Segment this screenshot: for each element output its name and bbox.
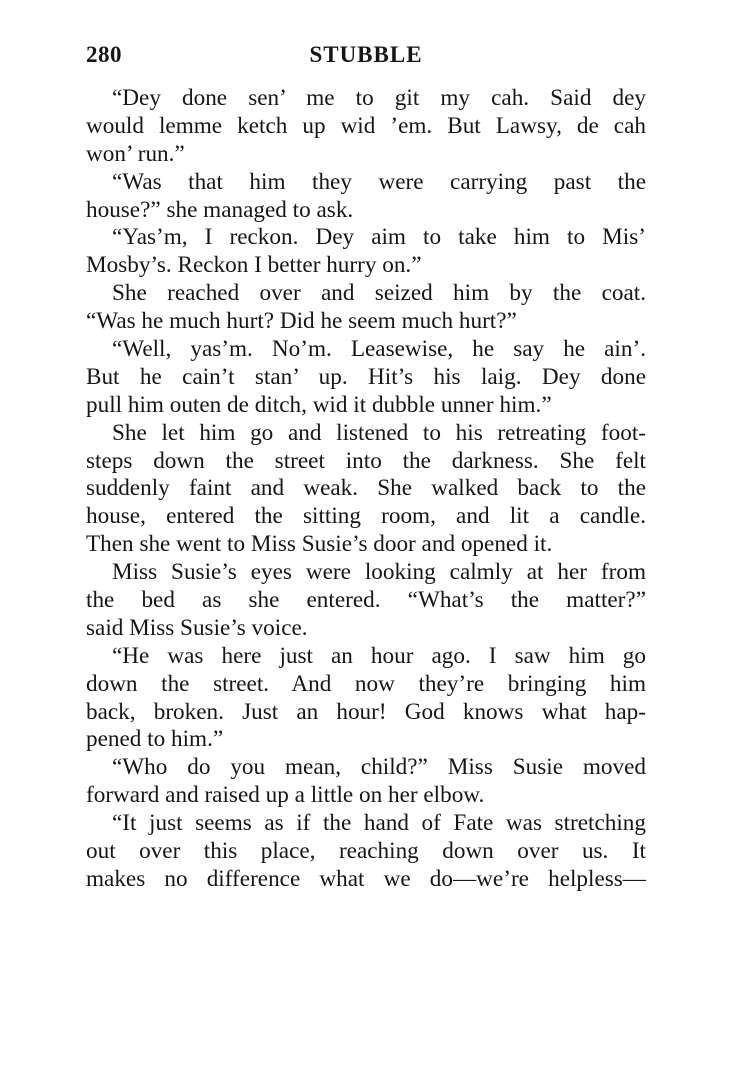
text-line: Then she went to Miss Susie’s door and opened it. (86, 531, 553, 558)
text-line: “Yas’m, I reckon. Dey aim to take him to Mis’ (112, 224, 646, 251)
text-line: forward and raised up a little on her elbow. (86, 782, 485, 809)
text-line: makes no difference what we do—we’re helpless— (86, 865, 646, 892)
text-line: “Well, yas’m. No’m. Leasewise, he say he ain’. (112, 336, 646, 363)
text-line: pull him outen de ditch, wid it dubble unner him.” (86, 391, 552, 418)
text-line: house?” she managed to ask. (86, 196, 354, 223)
text-line: “It just seems as if the hand of Fate was stretching (112, 810, 646, 837)
text-line: said Miss Susie’s voice. (86, 614, 308, 641)
text-line: Miss Susie’s eyes were looking calmly at her from (112, 559, 646, 586)
text-line: won’ run.” (86, 140, 185, 167)
page-number: 280 (86, 42, 122, 67)
running-title: STUBBLE (309, 42, 423, 67)
text-line: back, broken. Just an hour! God knows what hap- (86, 698, 646, 725)
text-line: pened to him.” (86, 726, 224, 753)
text-line: “Was that him they were carrying past the (112, 168, 646, 195)
text-line: “Who do you mean, child?” Miss Susie moved (112, 754, 646, 781)
text-line: She reached over and seized him by the coat. (112, 280, 646, 307)
page-header (86, 42, 646, 74)
body-text (86, 85, 646, 894)
text-line: suddenly faint and weak. She walked back to the (86, 475, 646, 502)
text-line: “Dey done sen’ me to git my cah. Said dey (112, 85, 646, 111)
text-line: house, entered the sitting room, and lit a candle. (86, 503, 646, 530)
text-line: down the street. And now they’re bringing him (86, 670, 646, 697)
text-line: But he cain’t stan’ up. Hit’s his laig. Dey done (86, 363, 646, 390)
text-line: Mosby’s. Reckon I better hurry on.” (86, 252, 422, 279)
text-line: She let him go and listened to his retreating foot- (112, 419, 646, 446)
text-line: “Was he much hurt? Did he seem much hurt?” (86, 308, 517, 335)
text-line: the bed as she entered. “What’s the matter?” (86, 587, 646, 614)
text-line: would lemme ketch up wid ’em. But Lawsy, de cah (86, 112, 646, 139)
text-line: steps down the street into the darkness. She felt (86, 447, 646, 474)
text-line: “He was here just an hour ago. I saw him go (112, 642, 646, 669)
text-line: out over this place, reaching down over us. It (86, 838, 646, 865)
